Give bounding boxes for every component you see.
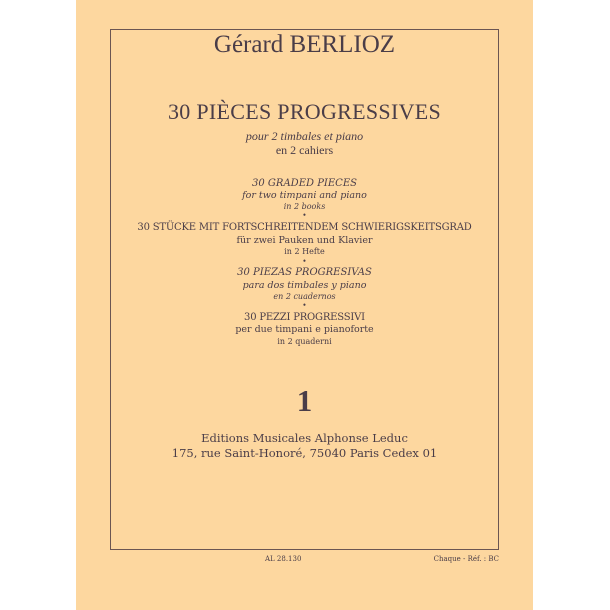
subtitle-english: for two timpani and piano (242, 190, 367, 201)
catalog-number: AL 28.130 (265, 555, 302, 563)
separator-bullet: • (302, 210, 307, 220)
subtitle-german: für zwei Pauken und Klavier (236, 235, 373, 246)
price-reference: Chaque - Réf. : BC (433, 555, 499, 563)
books-italian: in 2 quaderni (277, 337, 332, 346)
work-title: 30 PIÈCES PROGRESSIVES (167, 99, 442, 124)
subtitle-italian: per due timpani e pianoforte (235, 324, 374, 335)
separator-bullet: • (302, 256, 307, 266)
publisher-name: Editions Musicales Alphonse Leduc (201, 431, 408, 445)
books-spanish: en 2 cuadernos (273, 292, 336, 301)
title-german: 30 STÜCKE MIT FORTSCHREITENDEM SCHWIERIGSKEITSGRAD (137, 222, 472, 233)
publisher-address: 175, rue Saint-Honoré, 75040 Paris Cedex 01 (171, 446, 438, 460)
title-english: 30 GRADED PIECES (252, 178, 357, 189)
volume-number: 1 (296, 383, 313, 418)
subtitle-spanish: para dos timbales y piano (242, 280, 367, 291)
title-spanish: 30 PIEZAS PROGRESIVAS (237, 267, 372, 278)
separator-bullet: • (302, 300, 307, 310)
books-english: in 2 books (283, 202, 326, 211)
title-italian: 30 PEZZI PROGRESSIVI (244, 312, 365, 323)
composer-name: Gérard BERLIOZ (213, 31, 396, 58)
subtitle-french: pour 2 timbales et piano (245, 129, 364, 143)
sheet-music-cover (76, 0, 533, 610)
books-french: en 2 cahiers (275, 143, 334, 157)
books-german: in 2 Hefte (284, 247, 325, 256)
